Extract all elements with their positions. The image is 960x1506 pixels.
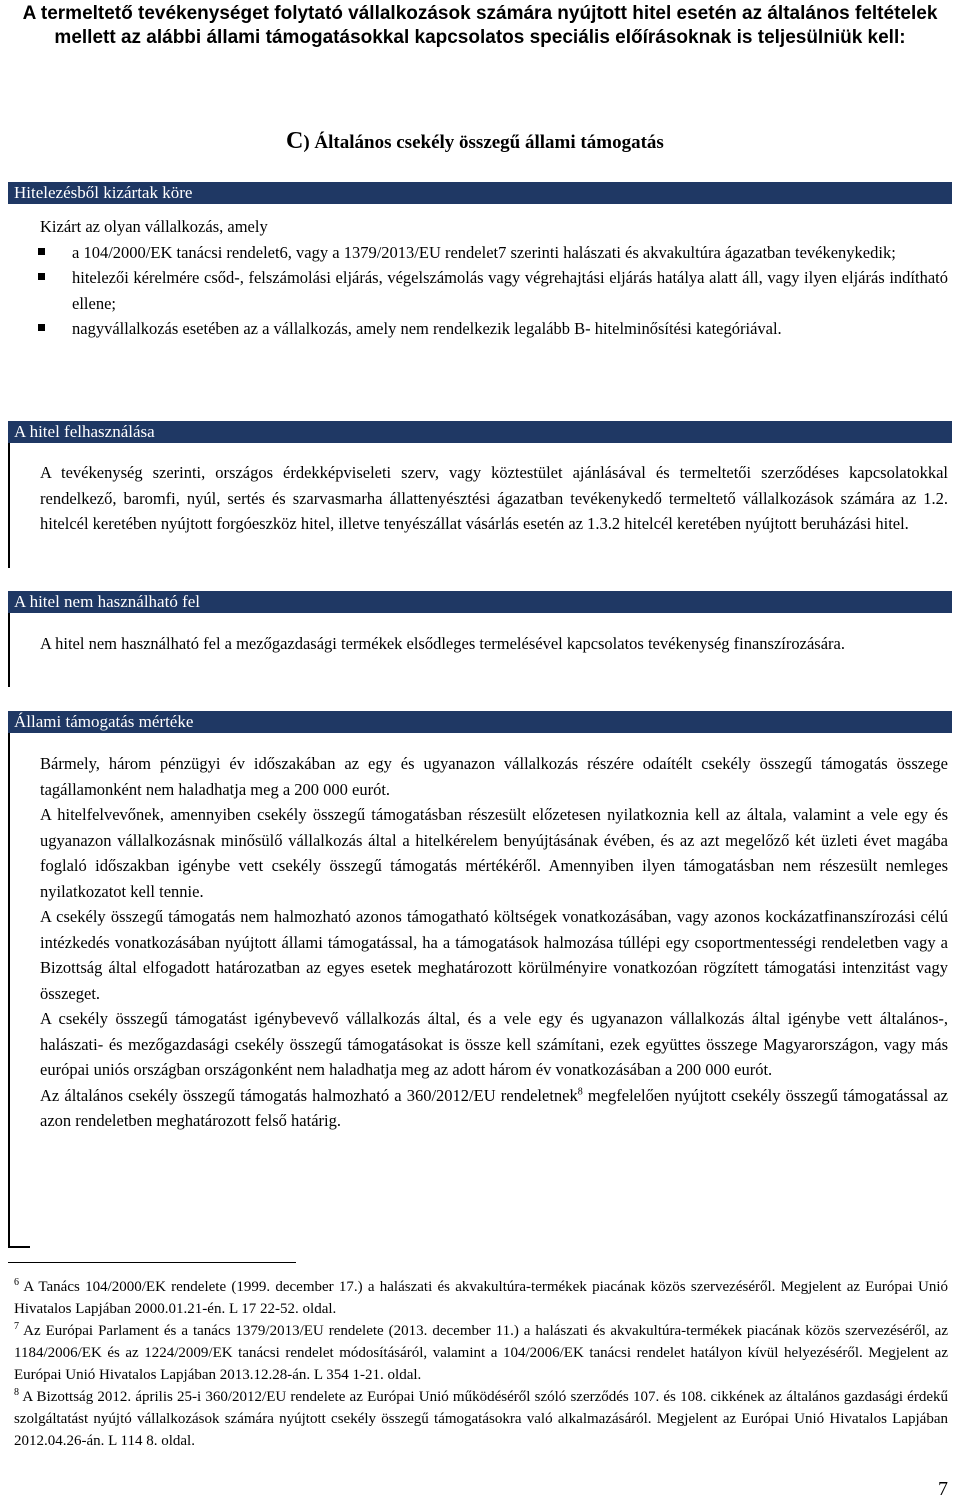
excluded-lead: Kizárt az olyan vállalkozás, amely xyxy=(40,217,268,236)
section-heading-excluded: Hitelezésből kizártak köre xyxy=(8,182,952,204)
intro-heading: A termeltető tevékenységet folytató vállalkozások számára nyújtott hitel esetén az általános feltételek mellett az alábbi állami támogatásokkal kapcsolatos speciális előírásoknak is teljesülniük kell: xyxy=(22,3,938,48)
aid-paragraph: A csekély összegű támogatás nem halmozható azonos támogatható költségek vonatkozásában, vagy azonos kockázatfinanszírozási célú intézkedés vonatkozásában nyújtott állami támogatással, ha a támogatások halmozása túllépi egy csoportmentességi rendeletben vagy a Bizottság által elfogadott határozatban az egyes esetek meghatározott körülményire vonatkozóan rögzített támogatási intenzitást vagy összeget. xyxy=(40,907,948,1003)
footnote-text: A Bizottság 2012. április 25-i 360/2012/EU rendelete az Európai Unió működéséről szóló szerződés 107. és 108. cikkének az általános gazdasági érdekű szolgáltatást nyújtó vállalkozások számára nyújtott csekély összegű támogatásokra való alkalmazásáról. Megjelent az Európai Unió Hivatalos Lapjában 2012.04.26-án. L 114 8. oldal. xyxy=(14,1389,948,1449)
footnote-text: Az Európai Parlament és a tanács 1379/2013/EU rendelete (2013. december 11.) a halászati és akvakultúra-termékek piacának közös szervezéséről, az 1184/2006/EK és az 1224/2009/EK tanácsi rendelet módosításáról, valamint a 104/2006/EK tanácsi rendelet hatályon kívül helyezéséről. Megjelent az Európai Unió Hivatalos Lapjában 2013.12.28-án. L 354 1-21. oldal. xyxy=(14,1323,948,1383)
not-usable-text: A hitel nem használható fel a mezőgazdasági termékek elsődleges termelésével kapcsolatos tevékenység finanszírozására. xyxy=(40,634,845,653)
footnotes xyxy=(14,1276,948,1452)
section-border-left xyxy=(8,613,10,687)
aid-paragraph-last xyxy=(40,1083,948,1134)
footnote-number: 7 xyxy=(14,1321,19,1332)
section-heading-not-usable: A hitel nem használható fel xyxy=(8,591,952,613)
aid-last-before: Az általános csekély összegű támogatás halmozható a 360/2012/EU rendeletnek xyxy=(40,1085,578,1105)
footnote-ref: 8 xyxy=(577,1086,583,1097)
usage-text: A tevékenység szerinti, országos érdekképviseleti szerv, vagy köztestület ajánlásával és termeltetői szerződéses kapcsolatokkal rendelkező, baromfi, nyúl, sertés és szarvasmarha állattenyésztési ágazatban tevékenykedő termeltető vállalkozások számára az 1.2. hitelcél keretében nyújtott forgóeszköz hitel, illetve tenyészállat vásárlás esetén az 1.3.2 hitelcél keretében nyújtott beruházási hitel. xyxy=(40,463,948,533)
aid-paragraph: A hitelfelvevőnek, amennyiben csekély összegű támogatásban részesült előzetesen nyilatkoznia kell az általa, valamint a vele egy és ugyanazon vállalkozásnak minősülő vállalkozás által a hitelkérelem benyújtásának évében, és az azt megelőző két üzleti évet magába foglaló időszakban igénybe vett csekély összegű támogatás mértékéről. Amennyiben ilyen támogatásban nem részesült nemleges nyilatkozatot kell tennie. xyxy=(40,805,948,901)
footnote xyxy=(14,1276,948,1320)
excluded-content xyxy=(40,214,948,342)
subtitle-letter: C xyxy=(286,128,304,154)
footnote-text: A Tanács 104/2000/EK rendelete (1999. december 17.) a halászati és akvakultúra-termékek piacának közös szervezéséről. Megjelent az Európai Unió Hivatalos Lapjában 2000.01.21-én. L 17 22-52. oldal. xyxy=(14,1279,948,1317)
aid-paragraph: A csekély összegű támogatást igénybevevő vállalkozás által, és a vele egy és ugyanazon vállalkozás által igénybe vett általános-, halászati- és mezőgazdasági csekély összegű támogatásokat is össze kell számítani, ezek együttes összege Magyarországon, vagy más európai uniós országban országonként nem haladhatja meg az adott három év vonatkozásában a 200 000 eurót. xyxy=(40,1009,948,1079)
section-border-bottom xyxy=(8,1246,30,1248)
footnote xyxy=(14,1320,948,1386)
section-heading-usage: A hitel felhasználása xyxy=(8,421,952,443)
excluded-item: a 104/2000/EK tanácsi rendelet6, vagy a 1379/2013/EU rendelet7 szerinti halászati és akvakultúra ágazatban tevékenykedik; xyxy=(36,240,948,266)
section-heading-aid: Állami támogatás mértéke xyxy=(8,711,952,733)
footnote-number: 8 xyxy=(14,1387,19,1398)
footnote-number: 6 xyxy=(14,1277,19,1288)
aid-paragraph: Bármely, három pénzügyi év időszakában az egy és ugyanazon vállalkozás részére odaítélt csekély összegű támogatás összege tagállamonként nem haladhatja meg a 200 000 eurót. xyxy=(40,754,948,799)
footnote xyxy=(14,1386,948,1452)
excluded-item: nagyvállalkozás esetében az a vállalkozás, amely nem rendelkezik legalább B- hitelminősítési kategóriával. xyxy=(36,316,948,342)
excluded-item: hitelezői kérelmére csőd-, felszámolási eljárás, végelszámolás vagy végrehajtási eljárás hatálya alatt áll, vagy ilyen eljárás indítható ellene; xyxy=(36,265,948,316)
page-number: 7 xyxy=(938,1478,948,1500)
section-subtitle xyxy=(286,128,664,155)
aid-last-after: megfelelően nyújtott csekély összegű támogatással az azon rendeletben meghatározott felső határig. xyxy=(40,1085,948,1130)
section-border-left xyxy=(8,733,10,1248)
excluded-list xyxy=(36,240,948,342)
aid-content xyxy=(40,751,948,1134)
footnote-separator xyxy=(8,1262,296,1263)
section-border-left xyxy=(8,443,10,568)
subtitle-rest: ) Általános csekély összegű állami támogatás xyxy=(303,132,664,153)
